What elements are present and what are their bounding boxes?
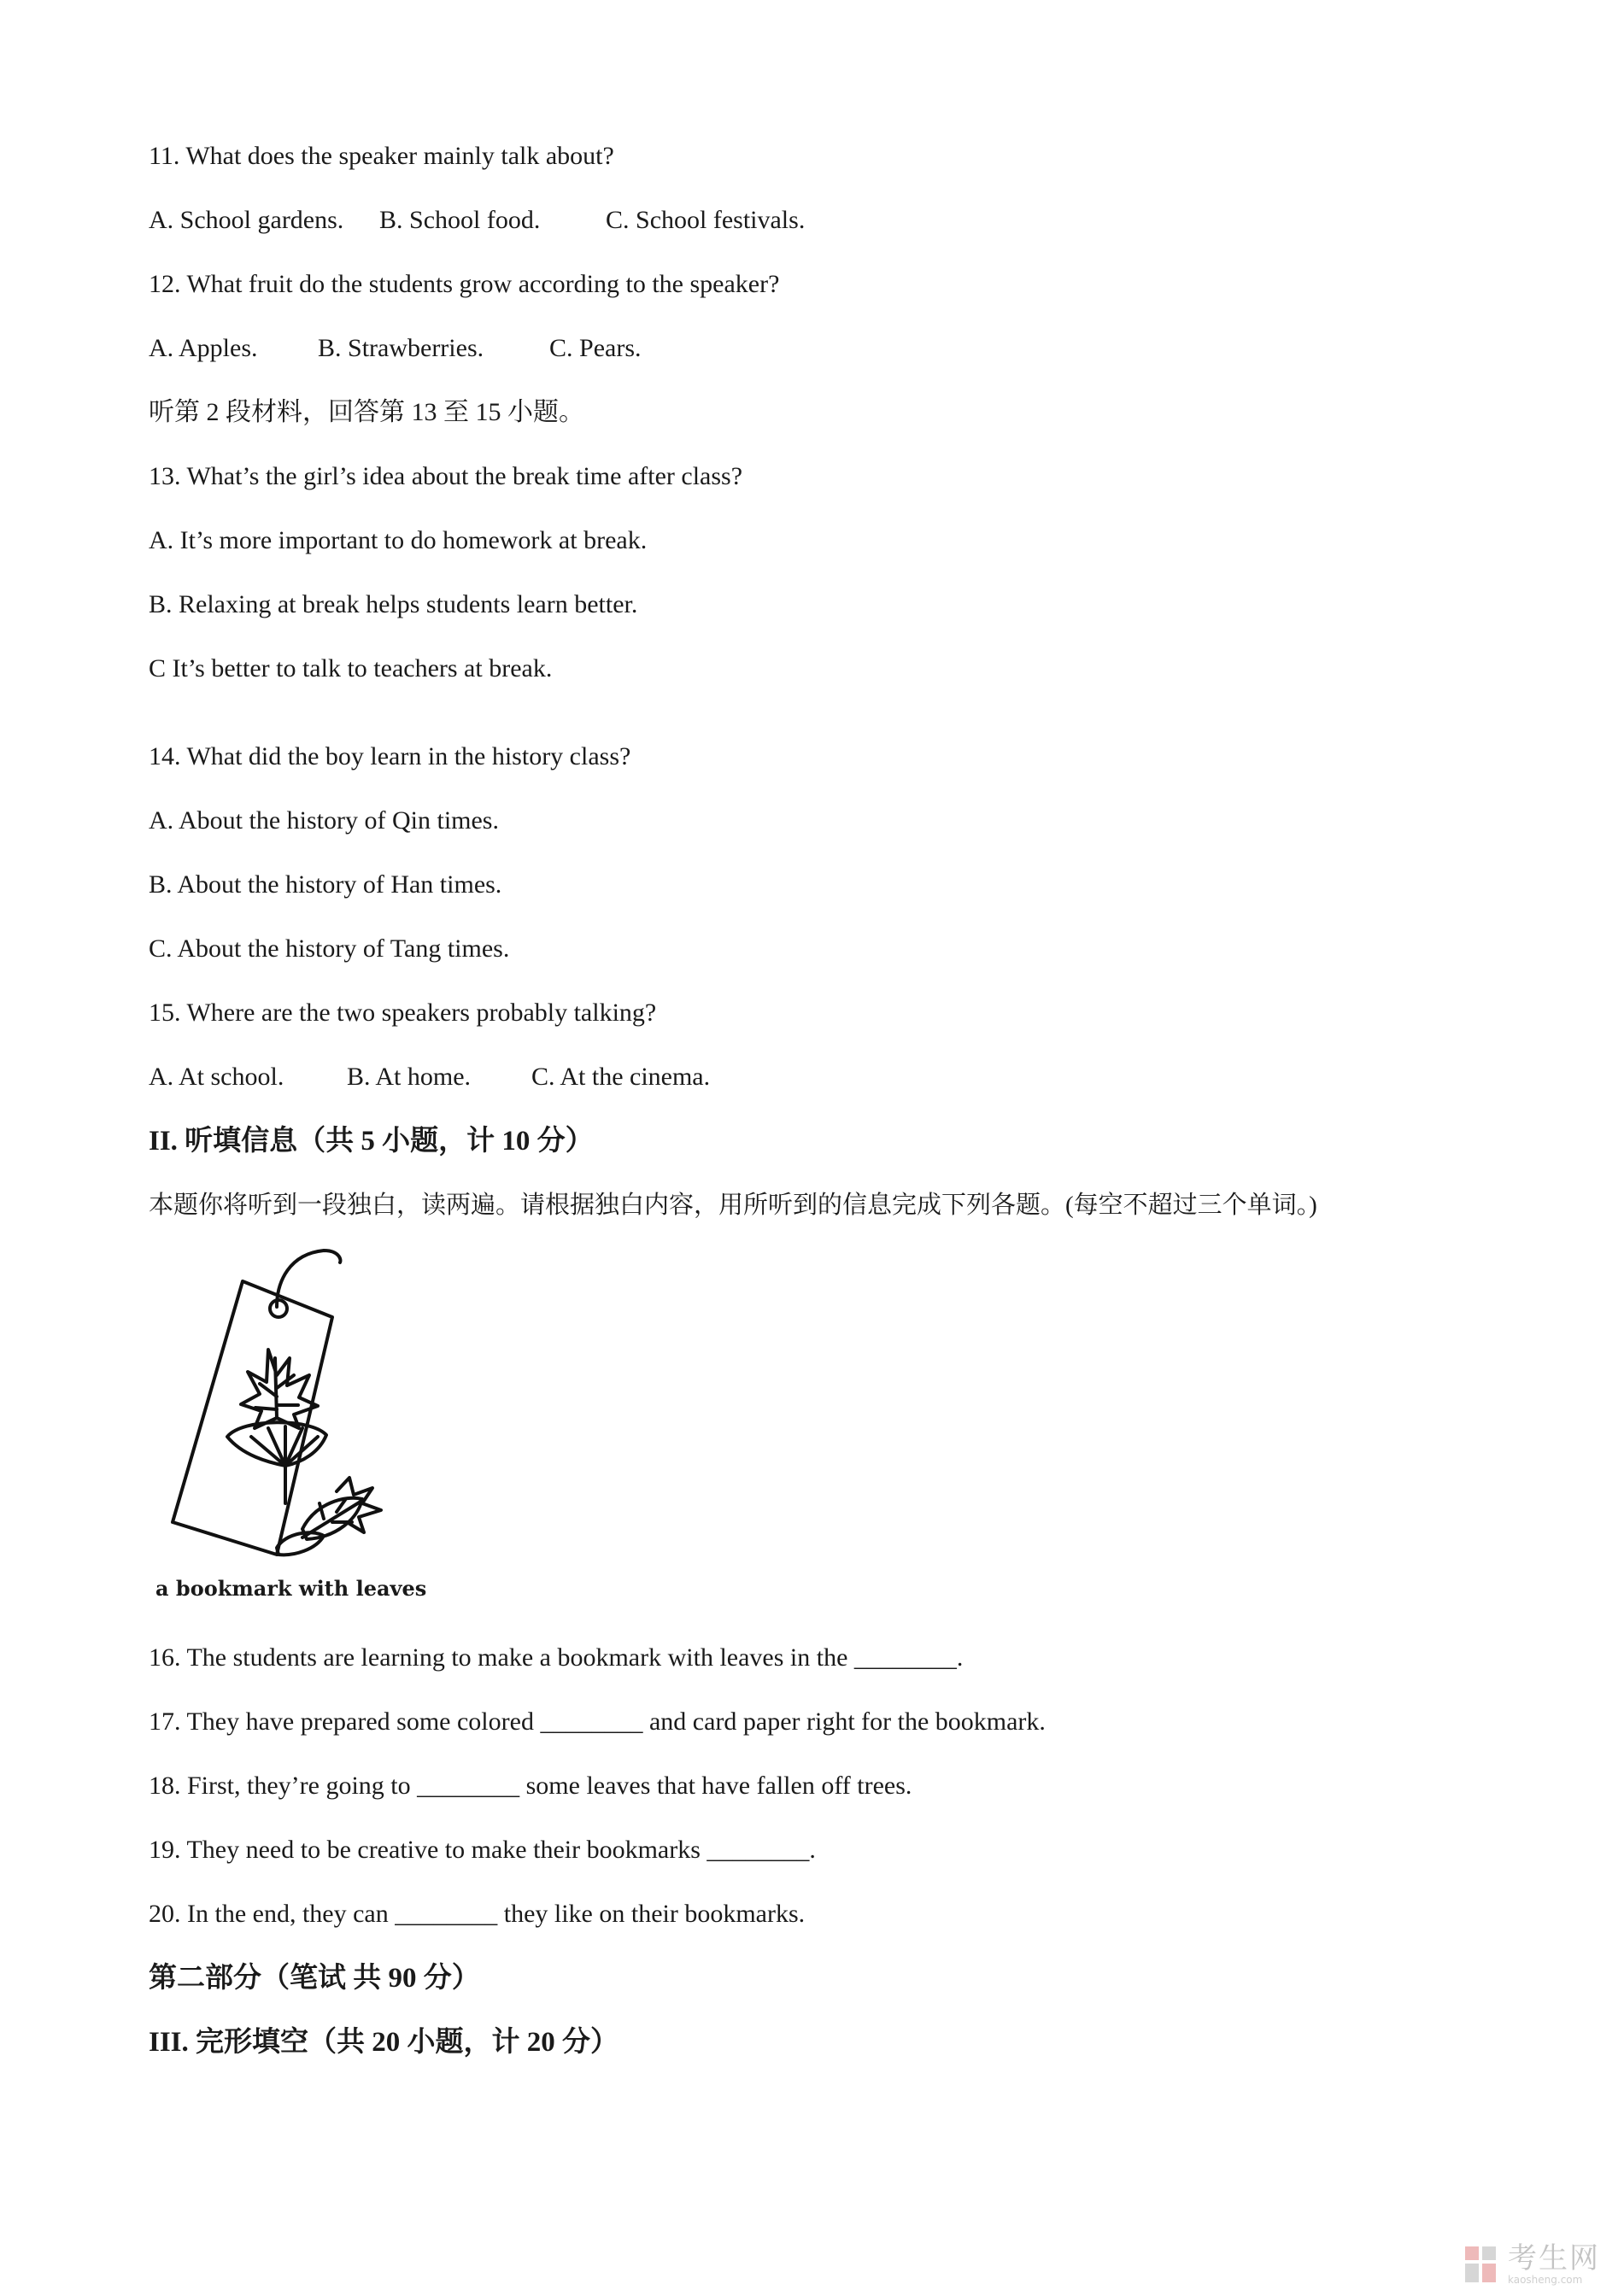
q20: 20. In the end, they can ________ they like on their bookmarks. [149, 1900, 806, 1928]
q18: 18. First, they’re going to ________ some leaves that have fallen off trees. [149, 1772, 912, 1800]
q11-options [149, 203, 805, 237]
section3-title: III. 完形填空（共 20 小题，计 20 分） [149, 2027, 619, 2058]
watermark-cn: 考生网 [1508, 2241, 1600, 2276]
q14-option-c: C. About the history of Tang times. [149, 934, 510, 963]
watermark [1463, 2243, 1600, 2286]
q13-option-c: C It’s better to talk to teachers at break. [149, 654, 553, 682]
q14-option-a: A. About the history of Qin times. [149, 806, 499, 835]
passage2-note: 听第 2 段材料，回答第 13 至 15 小题。 [149, 398, 584, 426]
q17: 17. They have prepared some colored ________ and card paper right for the bookmark. [149, 1707, 1046, 1736]
q12-option-c: C. Pears. [549, 334, 642, 362]
q15-option-b: B. At home. [347, 1063, 472, 1091]
watermark-en: kaosheng.com [1508, 2274, 1583, 2286]
q14-stem: 14. What did the boy learn in the history class? [149, 742, 631, 770]
q12-option-a: A. Apples. [149, 334, 258, 362]
q14-option-b: B. About the history of Han times. [149, 870, 502, 899]
q15-options [149, 1060, 710, 1094]
q11-option-c: C. School festivals. [606, 206, 806, 234]
q11-option-a: A. School gardens. [149, 206, 344, 234]
bookmark-with-leaves-icon [149, 1247, 396, 1572]
q12-options [149, 331, 642, 366]
part2-title: 第二部分（笔试 共 90 分） [149, 1963, 480, 1994]
figure-caption: a bookmark with leaves [155, 1576, 427, 1601]
q13-option-a: A. It’s more important to do homework at break. [149, 526, 648, 554]
section2-title: II. 听填信息（共 5 小题，计 10 分） [149, 1126, 594, 1157]
q13-option-b: B. Relaxing at break helps students learn better. [149, 590, 638, 618]
bookmark-illustration [149, 1247, 396, 1576]
q15-option-c: C. At the cinema. [531, 1063, 711, 1091]
section2-instruction: 本题你将听到一段独白，读两遍。请根据独白内容，用所听到的信息完成下列各题。(每空不超过三个单词。) [149, 1192, 1317, 1219]
q19: 19. They need to be creative to make their bookmarks ________. [149, 1836, 816, 1864]
kaosheng-logo-icon [1463, 2243, 1501, 2286]
q15-stem: 15. Where are the two speakers probably talking? [149, 999, 657, 1027]
q11-stem: 11. What does the speaker mainly talk about? [149, 142, 614, 170]
q12-stem: 12. What fruit do the students grow according to the speaker? [149, 270, 780, 298]
q11-option-b: B. School food. [379, 206, 541, 234]
q15-option-a: A. At school. [149, 1063, 284, 1091]
q13-stem: 13. What’s the girl’s idea about the break time after class? [149, 462, 743, 490]
q16: 16. The students are learning to make a bookmark with leaves in the ________. [149, 1643, 964, 1672]
q12-option-b: B. Strawberries. [318, 334, 484, 362]
